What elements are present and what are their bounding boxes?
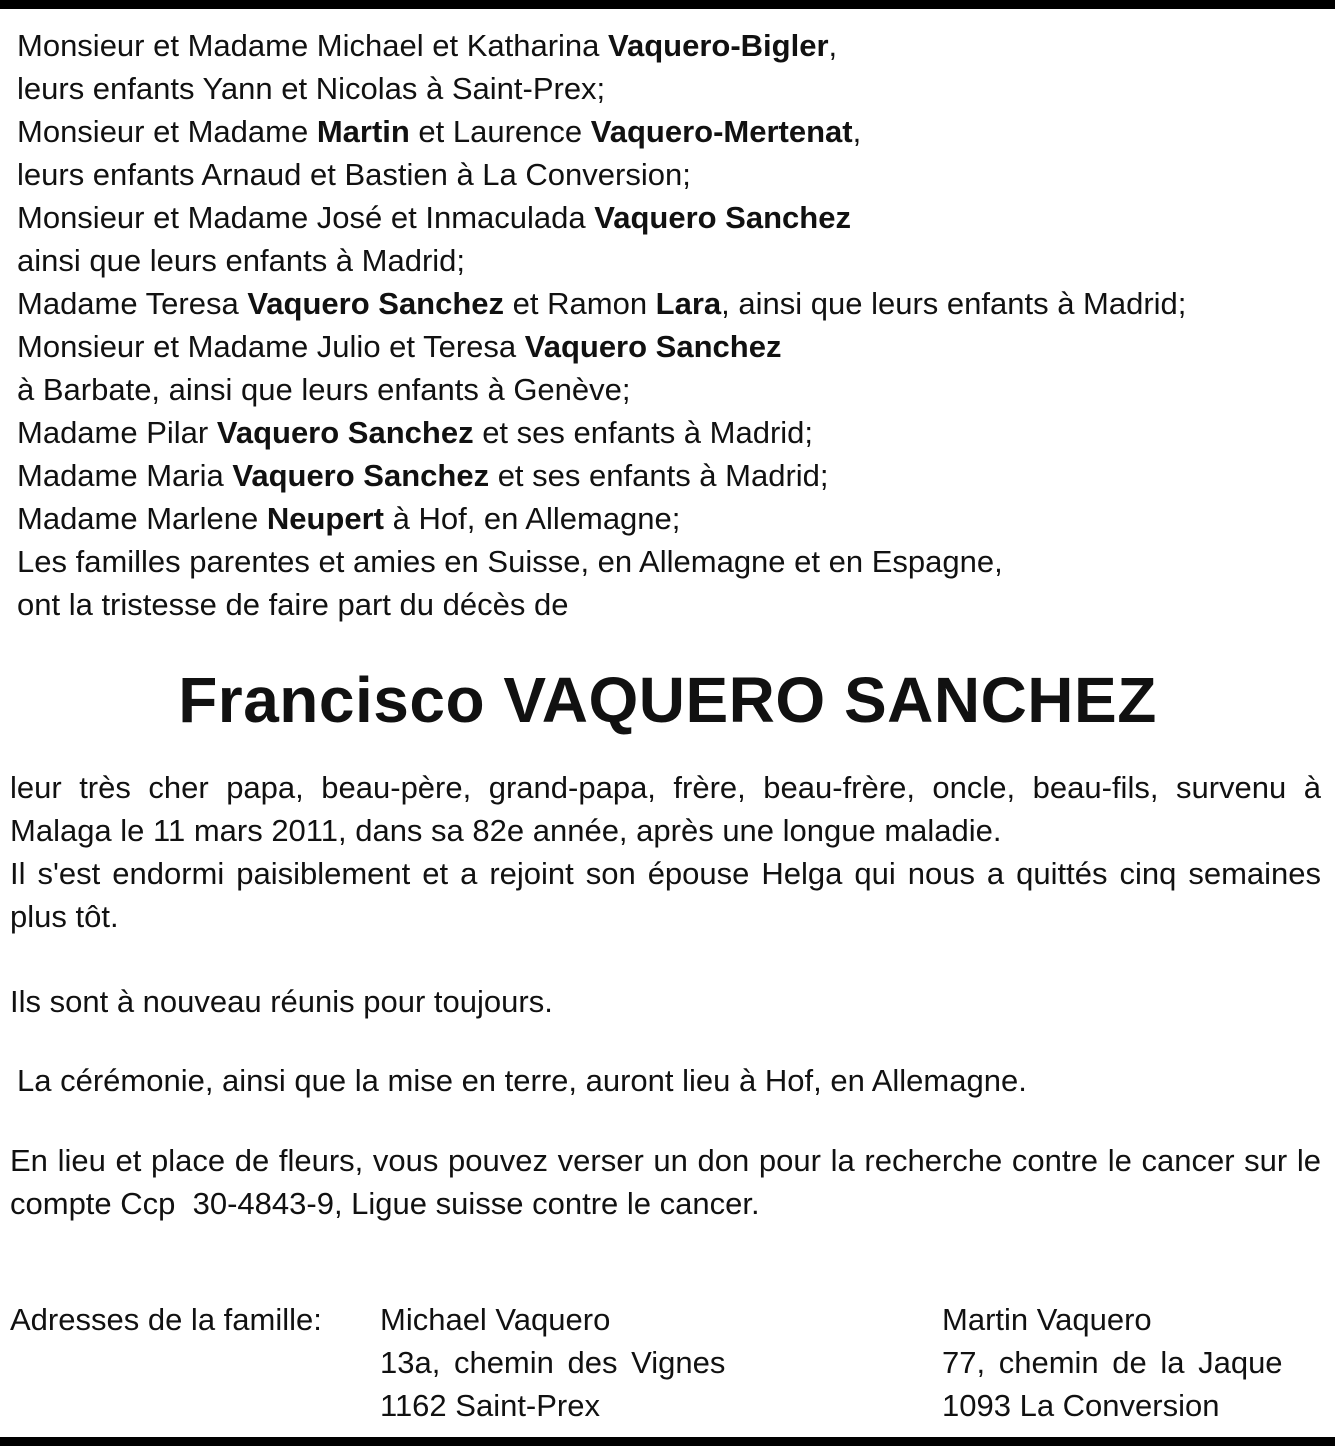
family-line — [17, 239, 1327, 282]
family-text: Les familles parentes et amies en Suisse, en Allemagne et en Espagne, — [17, 544, 1003, 579]
family-surname: Lara — [655, 286, 722, 321]
family-line — [17, 411, 1327, 454]
address-block-martin — [942, 1298, 1283, 1427]
reunion-paragraph: Ils sont à nouveau réunis pour toujours. — [10, 984, 553, 1019]
address-city: 1093 La Conversion — [942, 1388, 1220, 1423]
family-line — [17, 583, 1327, 626]
family-text: et Laurence — [409, 114, 591, 149]
family-surname: Vaquero Sanchez — [594, 200, 851, 235]
family-text: à Hof, en Allemagne; — [383, 501, 681, 536]
announcement-sentence-death: leur très cher papa, beau-père, grand-papa, frère, beau-frère, oncle, beau-fils, survenu à Malaga le 11 mars 2011, dans sa 82e année, après une longue maladie. — [10, 770, 1321, 848]
family-text: Monsieur et Madame José et Inmaculada — [17, 200, 595, 235]
family-line — [17, 282, 1327, 325]
family-text: ont la tristesse de faire part du décès de — [17, 587, 569, 622]
family-text: leurs enfants Arnaud et Bastien à La Conversion; — [17, 157, 691, 192]
announcement-paragraph — [10, 766, 1321, 938]
family-surname: Vaquero-Bigler — [608, 28, 829, 63]
family-members-list — [17, 24, 1327, 626]
announcement-sentence-spouse: Il s'est endormi paisiblement et a rejoint son épouse Helga qui nous a quittés cinq semaines plus tôt. — [10, 856, 1321, 934]
addresses-label: Adresses de la famille: — [10, 1302, 322, 1337]
family-text: Madame Pilar — [17, 415, 217, 450]
family-surname: Vaquero Sanchez — [232, 458, 490, 493]
family-surname: Vaquero Sanchez — [216, 415, 474, 450]
family-text: Monsieur et Madame Michael et Katharina — [17, 28, 609, 63]
deceased-name: Francisco VAQUERO SANCHEZ — [178, 664, 1157, 736]
family-text: et ses enfants à Madrid; — [489, 458, 829, 493]
family-text: Madame Marlene — [17, 501, 267, 536]
family-text: à Barbate, ainsi que leurs enfants à Genève; — [17, 372, 631, 407]
family-text: ainsi que leurs enfants à Madrid; — [17, 243, 466, 278]
family-surname: Martin — [316, 114, 410, 149]
family-line — [17, 540, 1327, 583]
family-line — [17, 153, 1327, 196]
family-text: , — [828, 28, 838, 63]
family-text: Madame Maria — [17, 458, 233, 493]
family-line — [17, 110, 1327, 153]
family-line — [17, 454, 1327, 497]
family-line — [17, 368, 1327, 411]
ceremony-paragraph: La cérémonie, ainsi que la mise en terre, auront lieu à Hof, en Allemagne. — [17, 1063, 1027, 1098]
top-border-rule — [0, 0, 1335, 9]
family-surname: Vaquero-Mertenat — [590, 114, 853, 149]
family-line — [17, 67, 1327, 110]
family-text: leurs enfants Yann et Nicolas à Saint-Prex; — [17, 71, 606, 106]
address-city: 1162 Saint-Prex — [380, 1388, 600, 1423]
family-surname: Vaquero Sanchez — [247, 286, 505, 321]
address-street: 13a, chemin des Vignes — [380, 1345, 726, 1380]
family-addresses — [10, 1298, 1325, 1428]
family-text: Monsieur et Madame — [17, 114, 317, 149]
family-surname: Neupert — [266, 501, 384, 536]
family-text: et Ramon — [504, 286, 656, 321]
address-street: 77, chemin de la Jaque — [942, 1345, 1283, 1380]
family-text: , — [852, 114, 862, 149]
family-text: , ainsi que leurs enfants à Madrid; — [721, 286, 1187, 321]
bottom-border-rule — [0, 1437, 1335, 1446]
family-line — [17, 24, 1327, 67]
address-block-michael — [380, 1298, 725, 1427]
family-text: et ses enfants à Madrid; — [473, 415, 814, 450]
family-line — [17, 497, 1327, 540]
family-line — [17, 196, 1327, 239]
family-line — [17, 325, 1327, 368]
family-text: Monsieur et Madame Julio et Teresa — [17, 329, 525, 364]
address-name: Michael Vaquero — [380, 1302, 611, 1337]
family-text: Madame Teresa — [17, 286, 248, 321]
address-name: Martin Vaquero — [942, 1302, 1152, 1337]
family-surname: Vaquero Sanchez — [524, 329, 782, 364]
donation-paragraph: En lieu et place de fleurs, vous pouvez verser un don pour la recherche contre le cancer sur le compte Ccp 30-4843-9, Ligue suisse contre le cancer. — [10, 1143, 1330, 1221]
